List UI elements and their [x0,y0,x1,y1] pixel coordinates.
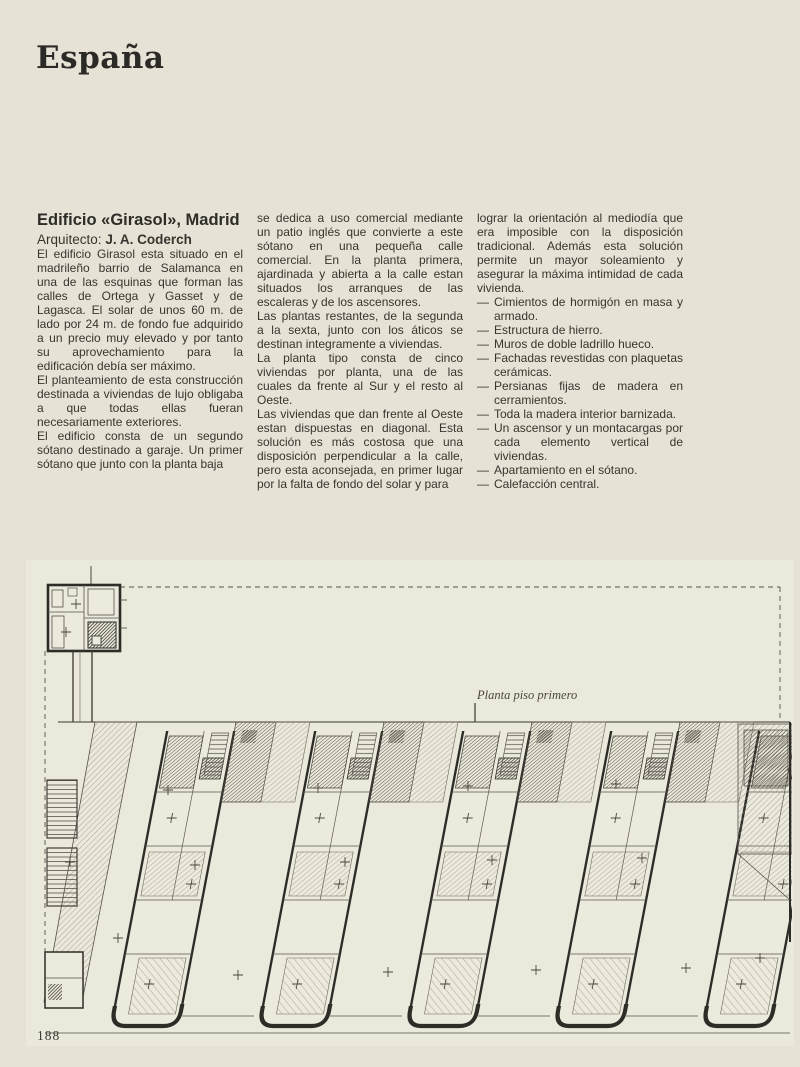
list-item [477,337,683,351]
architect-name: J. A. Coderch [105,232,192,247]
text-column-3 [477,211,683,491]
text-column-1 [37,211,243,471]
text-column-2 [257,211,463,491]
paragraph: El edificio consta de un segundo sótano destinado a garaje. Un primer sótano que junto con la planta baja [37,429,243,471]
figure-caption: Planta piso primero [477,688,578,702]
dash-marker: — [477,421,489,435]
list-item [477,351,683,379]
floor-plan-drawing [0,558,800,1050]
paragraph: La planta tipo consta de cinco viviendas por planta, una de las cuales da frente al Sur y el resto al Oeste. [257,351,463,407]
dash-marker: — [477,407,489,421]
list-item [477,421,683,463]
list-item [477,407,683,421]
article-heading: Edificio «Girasol», Madrid [37,211,240,229]
dash-marker: — [477,351,489,365]
list-item [477,323,683,337]
page-number: 188 [37,1028,61,1043]
list-item [477,379,683,407]
architect-label: Arquitecto: [37,232,102,247]
paragraph: se dedica a uso comercial mediante un patio inglés que convierte a este sótano en una pequeña calle comercial. En la planta primera, ajardinada y abierta a la calle estan situados los arranques de las escaleras y de los ascensores. [257,211,463,309]
list-item [477,295,683,323]
list-item [477,463,683,477]
features-list [477,295,683,491]
list-item-text: Fachadas revestidas con plaquetas cerámicas. [494,351,683,379]
list-item-text: Calefacción central. [494,477,600,491]
list-item-text: Toda la madera interior barnizada. [494,407,677,421]
dash-marker: — [477,337,489,351]
list-item-text: Un ascensor y un montacargas por cada elemento vertical de viviendas. [494,421,683,463]
list-item-text: Apartamiento en el sótano. [494,463,638,477]
list-item [477,477,683,491]
architect-line [37,232,243,247]
dash-marker: — [477,463,489,477]
page-title: España [36,40,165,76]
paragraph: lograr la orientación al mediodía que era imposible con la disposición tradicional. Además esta solución permite un mayor soleamiento y asegurar la máxima intimidad de cada vivienda. [477,211,683,295]
dash-marker: — [477,379,489,393]
list-item-text: Cimientos de hormigón en masa y armado. [494,295,683,323]
list-item-text: Estructura de hierro. [494,323,603,337]
paragraph: Las viviendas que dan frente al Oeste estan dispuestas en diagonal. Esta solución es más costosa que una disposición perpendicular a la calle, pero esta aconsejada, en primer lugar por la falta de fondo del solar y para [257,407,463,491]
paragraph: El edificio Girasol esta situado en el madrileño barrio de Salamanca en una de las esquinas que forman las calles de Ortega y Gasset y de Lagasca. El solar de unos 60 m. de lado por 24 m. de fondo fue adquirido a un precio muy elevado y por tanto su aprovechamiento para la edificación debía ser máximo. [37,247,243,373]
paragraph: El planteamiento de esta construcción destinada a viviendas de lujo obligaba a que todas ellas fueran necesariamente exteriores. [37,373,243,429]
dash-marker: — [477,323,489,337]
paragraph: Las plantas restantes, de la segunda a la sexta, junto con los áticos se destinan integramente a viviendas. [257,309,463,351]
list-item-text: Persianas fijas de madera en cerramientos. [494,379,683,407]
dash-marker: — [477,295,489,309]
list-item-text: Muros de doble ladrillo hueco. [494,337,655,351]
dash-marker: — [477,477,489,491]
